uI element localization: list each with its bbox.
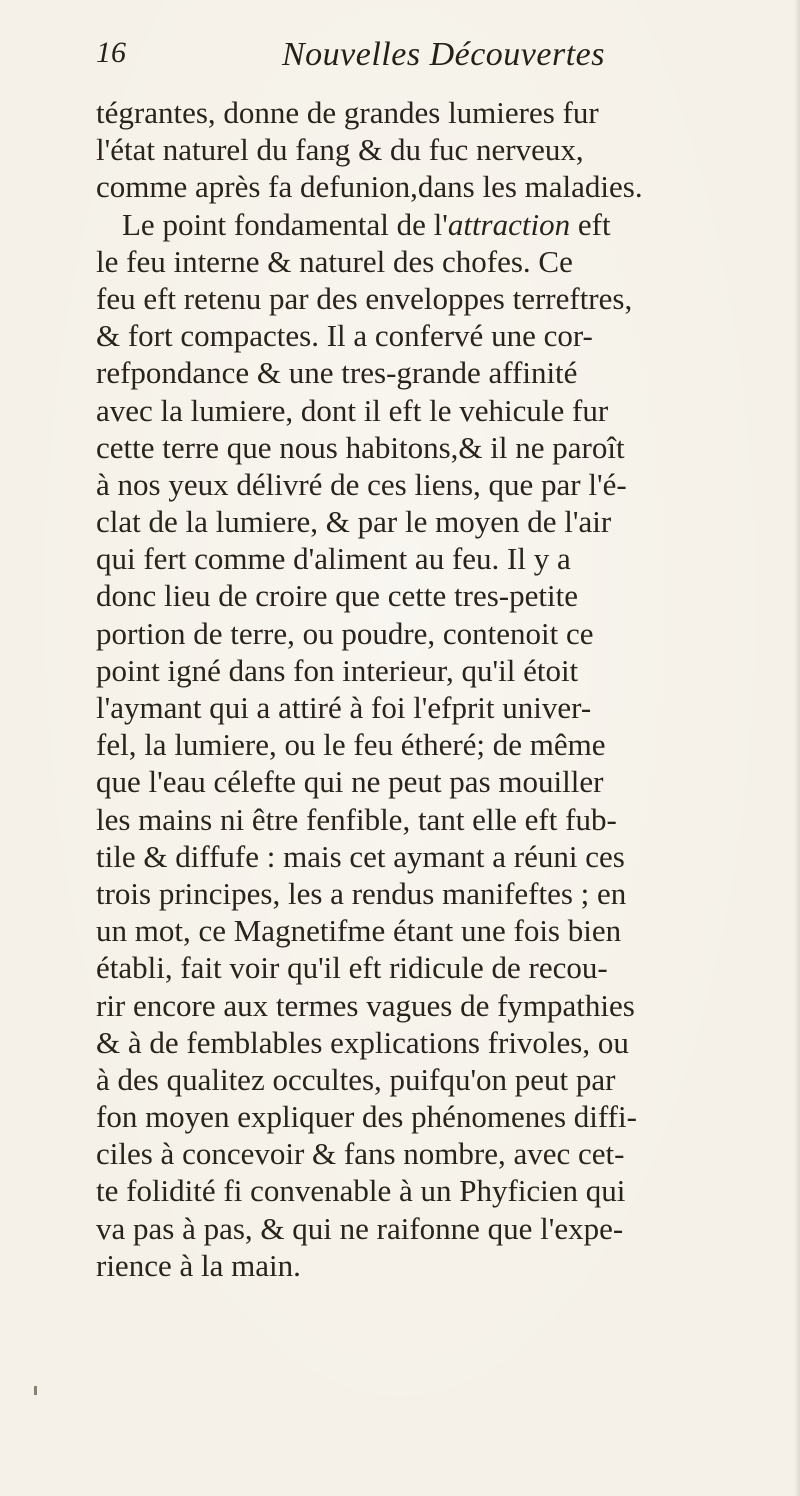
text-line: & fort compactes. Il a confervé une cor-	[96, 318, 593, 354]
text-line: à nos yeux délivré de ces liens, que par l'é-	[96, 466, 627, 502]
text-line-attraction	[96, 206, 796, 243]
text-line: qui fert comme d'aliment au feu. Il y a	[96, 541, 571, 577]
text-line: te folidité fi convenable à un Phyficien qui	[96, 1173, 626, 1209]
text-line: portion de terre, ou poudre, contenoit ce	[96, 615, 594, 651]
text-line: tile & diffufe : mais cet aymant a réuni ces	[96, 838, 625, 874]
text-line: les mains ni être fenfible, tant elle eft fub-	[96, 801, 617, 837]
text-line: trois principes, les a rendus manifeftes ; en	[96, 875, 627, 911]
text-line: à des qualitez occultes, puifqu'on peut par	[96, 1061, 616, 1097]
page-header	[96, 36, 766, 90]
page-number: 16	[96, 36, 126, 69]
text-line: que l'eau célefte qui ne peut pas mouiller	[96, 764, 604, 800]
text-line: l'état naturel du fang & du fuc nerveux,	[96, 132, 584, 168]
text-line: donc lieu de croire que cette tres-petite	[96, 578, 578, 614]
text-line: un mot, ce Magnetifme étant une fois bien	[96, 913, 622, 949]
text-line: avec la lumiere, dont il eft le vehicule fur	[96, 392, 609, 428]
text-line: ciles à concevoir & fans nombre, avec cet-	[96, 1136, 625, 1172]
running-title: Nouvelles Découvertes	[282, 36, 605, 73]
text-line: tégrantes, donne de grandes lumieres fur	[96, 95, 599, 130]
italic-word: attraction	[447, 206, 571, 242]
text-line: point igné dans fon interieur, qu'il étoit	[96, 652, 579, 688]
text-line: clat de la lumiere, & par le moyen de l'air	[96, 504, 612, 540]
text-line: l'aymant qui a attiré à foi l'efprit univer-	[96, 690, 592, 725]
text-line: le feu interne & naturel des chofes. Ce	[96, 243, 573, 279]
text-line: fel, la lumiere, ou le feu étheré; de même	[96, 727, 606, 763]
body-text	[96, 94, 796, 1284]
ink-speck	[34, 1386, 37, 1395]
text-line-start: Le point fondamental de l'	[122, 206, 448, 242]
text-line: feu eft retenu par des enveloppes terreftres,	[96, 280, 633, 316]
text-line: rience à la main.	[96, 1247, 301, 1283]
text-line: établi, fait voir qu'il eft ridicule de recou-	[96, 950, 608, 986]
text-line: va pas à pas, & qui ne raifonne que l'expe-	[96, 1210, 624, 1246]
text-line-end: eft	[570, 206, 611, 242]
text-line: cette terre que nous habitons,& il ne paroît	[96, 429, 625, 465]
text-line: & à de femblables explications frivoles, ou	[96, 1024, 629, 1060]
text-line: fon moyen expliquer des phénomenes diffi-	[96, 1099, 637, 1135]
text-line: refpondance & une tres-grande affinité	[96, 355, 578, 391]
text-line: comme après fa defunion,dans les maladies.	[96, 169, 643, 205]
text-line: rir encore aux termes vagues de fympathies	[96, 987, 635, 1023]
